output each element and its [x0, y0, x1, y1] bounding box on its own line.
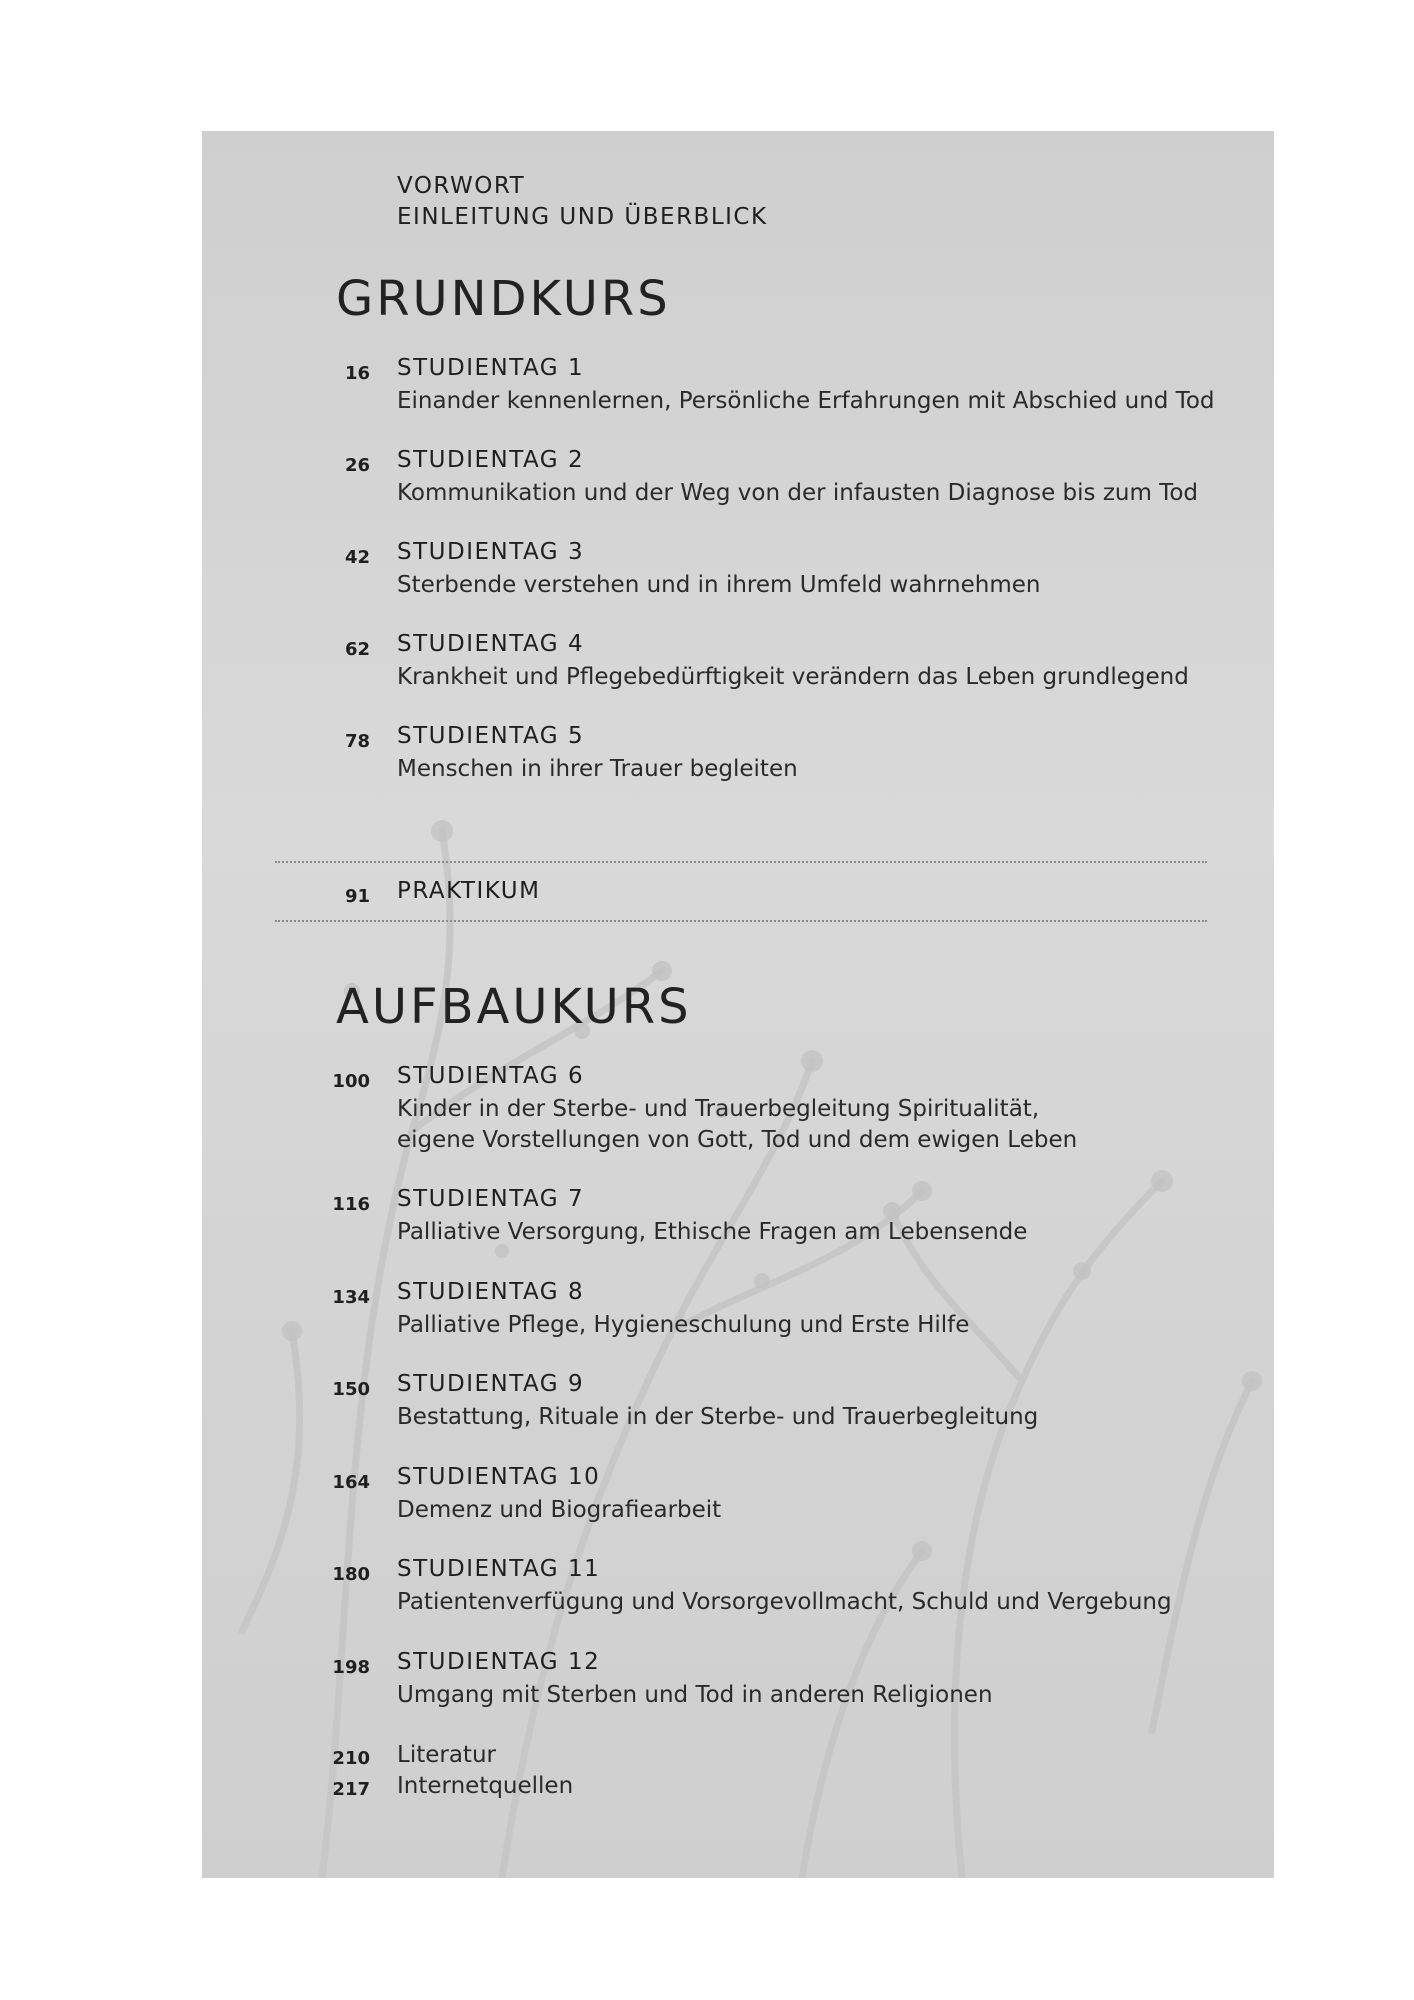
page-number: 198 — [332, 1657, 370, 1678]
entry-title: STUDIENTAG 1 — [397, 355, 585, 381]
front-matter-item-einleitung[interactable]: EINLEITUNG UND ÜBERBLICK — [397, 204, 768, 230]
entry-description: Bestattung, Rituale in der Sterbe- und Trauerbegleitung — [397, 1404, 1039, 1430]
page-number: 150 — [332, 1379, 370, 1400]
page-number: 16 — [344, 363, 370, 384]
front-matter-item-vorwort[interactable]: VORWORT — [397, 173, 526, 199]
back-matter-item-literatur[interactable] — [202, 1742, 1202, 1773]
entry-title: STUDIENTAG 11 — [397, 1556, 601, 1582]
section-title-aufbaukurs: AUFBAUKURS — [336, 979, 692, 1035]
page-number: 180 — [332, 1564, 370, 1585]
entry-description: Sterbende verstehen und in ihrem Umfeld wahrnehmen — [397, 572, 1041, 598]
entry-title: Internetquellen — [397, 1773, 574, 1799]
entry-title: STUDIENTAG 5 — [397, 723, 585, 749]
entry-description: Krankheit und Pflegebedürftigkeit verändern das Leben grundlegend — [397, 664, 1189, 690]
entry-title: STUDIENTAG 6 — [397, 1063, 585, 1089]
entry-title: STUDIENTAG 2 — [397, 447, 585, 473]
entry-title: STUDIENTAG 10 — [397, 1464, 601, 1490]
page-number: 134 — [332, 1287, 370, 1308]
page-number: 164 — [332, 1472, 370, 1493]
entry-title: STUDIENTAG 12 — [397, 1649, 601, 1675]
entry-title: PRAKTIKUM — [397, 878, 541, 904]
entry-title: STUDIENTAG 3 — [397, 539, 585, 565]
page-number: 78 — [344, 731, 370, 752]
page-number: 26 — [344, 455, 370, 476]
page-number: 217 — [332, 1779, 370, 1800]
entry-description: Einander kennenlernen, Persönliche Erfahrungen mit Abschied und Tod — [397, 388, 1215, 414]
entry-description-line: eigene Vorstellungen von Gott, Tod und dem ewigen Leben — [397, 1127, 1078, 1153]
entry-title: STUDIENTAG 4 — [397, 631, 585, 657]
page-number: 91 — [344, 886, 370, 907]
page-number: 210 — [332, 1748, 370, 1769]
page-number: 100 — [332, 1071, 370, 1092]
page-number: 62 — [344, 639, 370, 660]
dotted-divider-bottom — [275, 920, 1207, 922]
entry-description: Patientenverfügung und Vorsorgevollmacht, Schuld und Vergebung — [397, 1589, 1172, 1615]
entry-title: STUDIENTAG 9 — [397, 1371, 585, 1397]
toc-panel — [202, 131, 1274, 1878]
entry-title: STUDIENTAG 8 — [397, 1279, 585, 1305]
entry-title: Literatur — [397, 1742, 496, 1768]
entry-description: Palliative Versorgung, Ethische Fragen am Lebensende — [397, 1219, 1028, 1245]
entry-description-line: Kinder in der Sterbe- und Trauerbegleitung Spiritualität, — [397, 1096, 1040, 1122]
section-title-grundkurs: GRUNDKURS — [336, 271, 671, 327]
entry-description: Kommunikation und der Weg von der infausten Diagnose bis zum Tod — [397, 480, 1198, 506]
entry-description: Demenz und Biografiearbeit — [397, 1497, 722, 1523]
page-number: 42 — [344, 547, 370, 568]
page-number: 116 — [332, 1194, 370, 1215]
entry-description: Menschen in ihrer Trauer begleiten — [397, 756, 798, 782]
entry-description: Umgang mit Sterben und Tod in anderen Religionen — [397, 1682, 993, 1708]
back-matter-item-internetquellen[interactable] — [202, 1773, 1202, 1804]
entry-title: STUDIENTAG 7 — [397, 1186, 585, 1212]
dotted-divider-top — [275, 861, 1207, 863]
entry-description: Palliative Pflege, Hygieneschulung und Erste Hilfe — [397, 1312, 970, 1338]
entry-description — [397, 1094, 1077, 1156]
